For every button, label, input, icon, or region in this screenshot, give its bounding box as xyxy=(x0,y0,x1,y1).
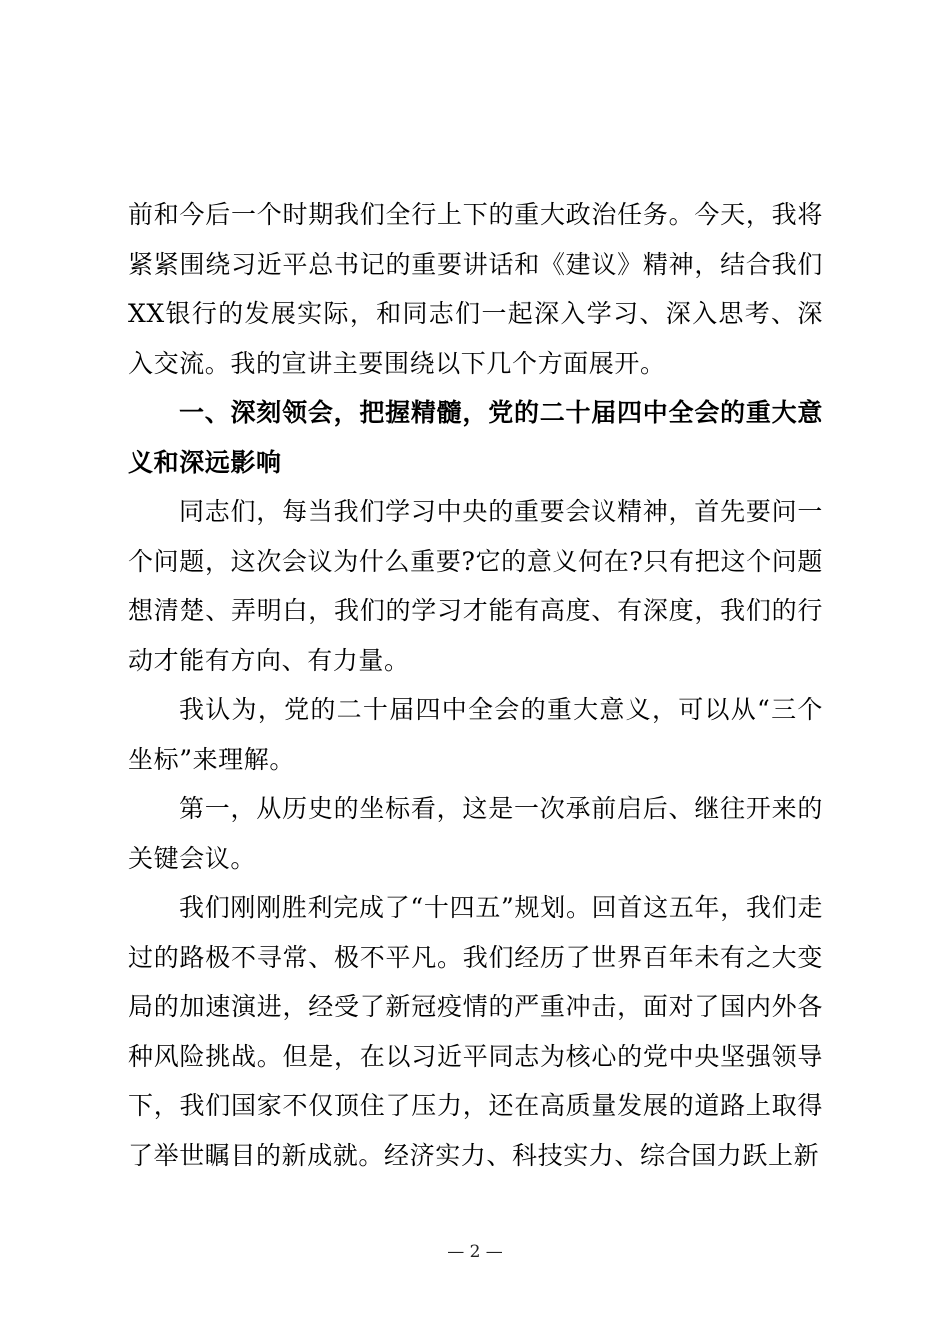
page-number: — 2 — xyxy=(447,1242,503,1262)
document-body xyxy=(128,190,823,1180)
paragraph-question: 同志们，每当我们学习中央的重要会议精神，首先要问一个问题，这次会议为什么重要?它的意义何在?只有把这个问题想清楚、弄明白，我们的学习才能有高度、有深度，我们的行动才能有方向、有力量。 xyxy=(128,497,823,675)
section-heading: 一、深刻领会，把握精髓，党的二十届四中全会的重大意义和深远影响 xyxy=(128,398,823,477)
paragraph-continuation: 前和今后一个时期我们全行上下的重大政治任务。今天，我将紧紧围绕习近平总书记的重要讲话和《建议》精神，结合我们XX银行的发展实际，和同志们一起深入学习、深入思考、深入交流。我的宣讲主要围绕以下几个方面展开。 xyxy=(128,200,823,378)
paragraph-three-coordinates: 我认为，党的二十届四中全会的重大意义，可以从“三个坐标”来理解。 xyxy=(128,695,823,774)
paragraph-fourteenth-plan: 我们刚刚胜利完成了“十四五”规划。回首这五年，我们走过的路极不寻常、极不平凡。我们经历了世界百年未有之大变局的加速演进，经受了新冠疫情的严重冲击，面对了国内外各种风险挑战。但是，在以习近平同志为核心的党中央坚强领导下，我们国家不仅顶住了压力，还在高质量发展的道路上取得了举世瞩目的新成就。经济实力、科技实力、综合国力跃上新 xyxy=(128,893,823,1170)
paragraph-first-coordinate: 第一，从历史的坐标看，这是一次承前启后、继往开来的关键会议。 xyxy=(128,794,823,873)
